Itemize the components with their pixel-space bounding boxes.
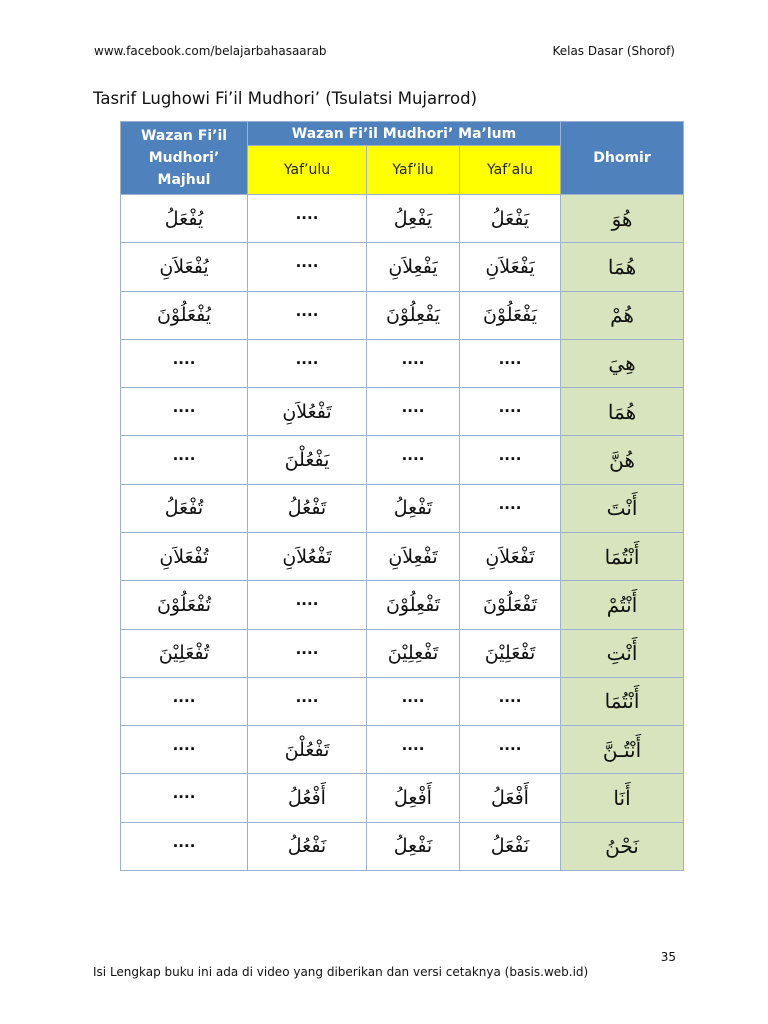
cell-yafalu: .... (460, 339, 561, 387)
cell-yafalu: .... (460, 436, 561, 484)
cell-yafulu: .... (248, 195, 367, 243)
cell-yafulu: تَفْعُلاَنِ (248, 388, 367, 436)
cell-majhul: .... (121, 436, 248, 484)
cell-yafilu: أَفْعِلُ (367, 774, 460, 822)
page-title: Tasrif Lughowi Fi’il Mudhori’ (Tsulatsi Mujarrod) (93, 89, 478, 108)
table-row (121, 726, 684, 774)
header-majhul: Wazan Fi’il Mudhori’ Majhul (121, 122, 248, 195)
cell-yafulu: نَفْعُلُ (248, 822, 367, 870)
table-row (121, 243, 684, 291)
header-dhomir: Dhomir (561, 122, 684, 195)
cell-yafalu: يَفْعَلاَنِ (460, 243, 561, 291)
cell-majhul: تُفْعَلاَنِ (121, 532, 248, 580)
cell-dhomir: نَحْنُ (561, 822, 684, 870)
cell-yafilu: .... (367, 726, 460, 774)
cell-yafulu: تَفْعُلاَنِ (248, 532, 367, 580)
table-row (121, 436, 684, 484)
cell-yafulu: .... (248, 677, 367, 725)
tasrif-table (120, 121, 684, 871)
cell-yafalu: تَفْعَلُوْنَ (460, 581, 561, 629)
cell-dhomir: أَنْتُمَا (561, 532, 684, 580)
cell-yafalu: .... (460, 726, 561, 774)
cell-yafilu: يَفْعِلُ (367, 195, 460, 243)
cell-yafalu: يَفْعَلُوْنَ (460, 291, 561, 339)
cell-yafalu: أَفْعَلُ (460, 774, 561, 822)
cell-yafalu: .... (460, 677, 561, 725)
cell-yafilu: تَفْعِلُوْنَ (367, 581, 460, 629)
cell-yafulu: تَفْعُلْنَ (248, 726, 367, 774)
table-row (121, 339, 684, 387)
table-row (121, 774, 684, 822)
cell-majhul: تُفْعَلُوْنَ (121, 581, 248, 629)
subheader-yafilu: Yaf’ilu (367, 146, 460, 195)
table-row (121, 388, 684, 436)
cell-majhul: .... (121, 388, 248, 436)
cell-yafilu: تَفْعِلُ (367, 484, 460, 532)
cell-majhul: يُفْعَلاَنِ (121, 243, 248, 291)
table-row (121, 291, 684, 339)
cell-yafulu: .... (248, 581, 367, 629)
cell-majhul: يُفْعَلُ (121, 195, 248, 243)
cell-yafilu: تَفْعِلاَنِ (367, 532, 460, 580)
cell-dhomir: أَنْتُمَا (561, 677, 684, 725)
cell-yafilu: .... (367, 677, 460, 725)
cell-yafalu: تَفْعَلاَنِ (460, 532, 561, 580)
cell-yafilu: .... (367, 339, 460, 387)
cell-yafilu: نَفْعِلُ (367, 822, 460, 870)
table-row (121, 532, 684, 580)
table-row (121, 581, 684, 629)
subheader-yafalu: Yaf’alu (460, 146, 561, 195)
cell-dhomir: أَنَا (561, 774, 684, 822)
cell-majhul: .... (121, 677, 248, 725)
table-row (121, 484, 684, 532)
cell-majhul: .... (121, 774, 248, 822)
footer-note: Isi Lengkap buku ini ada di video yang diberikan dan versi cetaknya (basis.web.id) (93, 965, 589, 979)
cell-yafilu: .... (367, 436, 460, 484)
cell-yafilu: يَفْعِلاَنِ (367, 243, 460, 291)
cell-majhul: يُفْعَلُوْنَ (121, 291, 248, 339)
cell-yafulu: .... (248, 629, 367, 677)
header-malum: Wazan Fi’il Mudhori’ Ma’lum (248, 122, 561, 146)
table-row (121, 677, 684, 725)
cell-dhomir: هُنَّ (561, 436, 684, 484)
cell-majhul: .... (121, 822, 248, 870)
header-url: www.facebook.com/belajarbahasaarab (94, 44, 327, 58)
table-row (121, 822, 684, 870)
cell-dhomir: أَنْتَ (561, 484, 684, 532)
cell-yafalu: .... (460, 388, 561, 436)
cell-yafulu: .... (248, 243, 367, 291)
cell-yafilu: يَفْعِلُوْنَ (367, 291, 460, 339)
cell-dhomir: هُمْ (561, 291, 684, 339)
cell-majhul: تُفْعَلُ (121, 484, 248, 532)
header-course: Kelas Dasar (Shorof) (552, 44, 675, 58)
cell-yafalu: نَفْعَلُ (460, 822, 561, 870)
table-row (121, 195, 684, 243)
subheader-yafulu: Yaf’ulu (248, 146, 367, 195)
cell-yafilu: .... (367, 388, 460, 436)
cell-dhomir: أَنْتِ (561, 629, 684, 677)
cell-yafulu: .... (248, 339, 367, 387)
cell-dhomir: أَنْتُمْ (561, 581, 684, 629)
cell-yafulu: .... (248, 291, 367, 339)
cell-yafulu: تَفْعُلُ (248, 484, 367, 532)
table-row (121, 629, 684, 677)
cell-dhomir: أَنْتُـنَّ (561, 726, 684, 774)
cell-yafulu: أَفْعُلُ (248, 774, 367, 822)
cell-yafalu: يَفْعَلُ (460, 195, 561, 243)
cell-majhul: .... (121, 339, 248, 387)
cell-majhul: .... (121, 726, 248, 774)
cell-dhomir: هُمَا (561, 388, 684, 436)
cell-dhomir: هِيَ (561, 339, 684, 387)
cell-dhomir: هُوَ (561, 195, 684, 243)
cell-yafilu: تَفْعِلِيْنَ (367, 629, 460, 677)
cell-yafulu: يَفْعُلْنَ (248, 436, 367, 484)
cell-yafalu: .... (460, 484, 561, 532)
page-number: 35 (660, 950, 676, 964)
cell-majhul: تُفْعَلِيْنَ (121, 629, 248, 677)
cell-dhomir: هُمَا (561, 243, 684, 291)
cell-yafalu: تَفْعَلِيْنَ (460, 629, 561, 677)
